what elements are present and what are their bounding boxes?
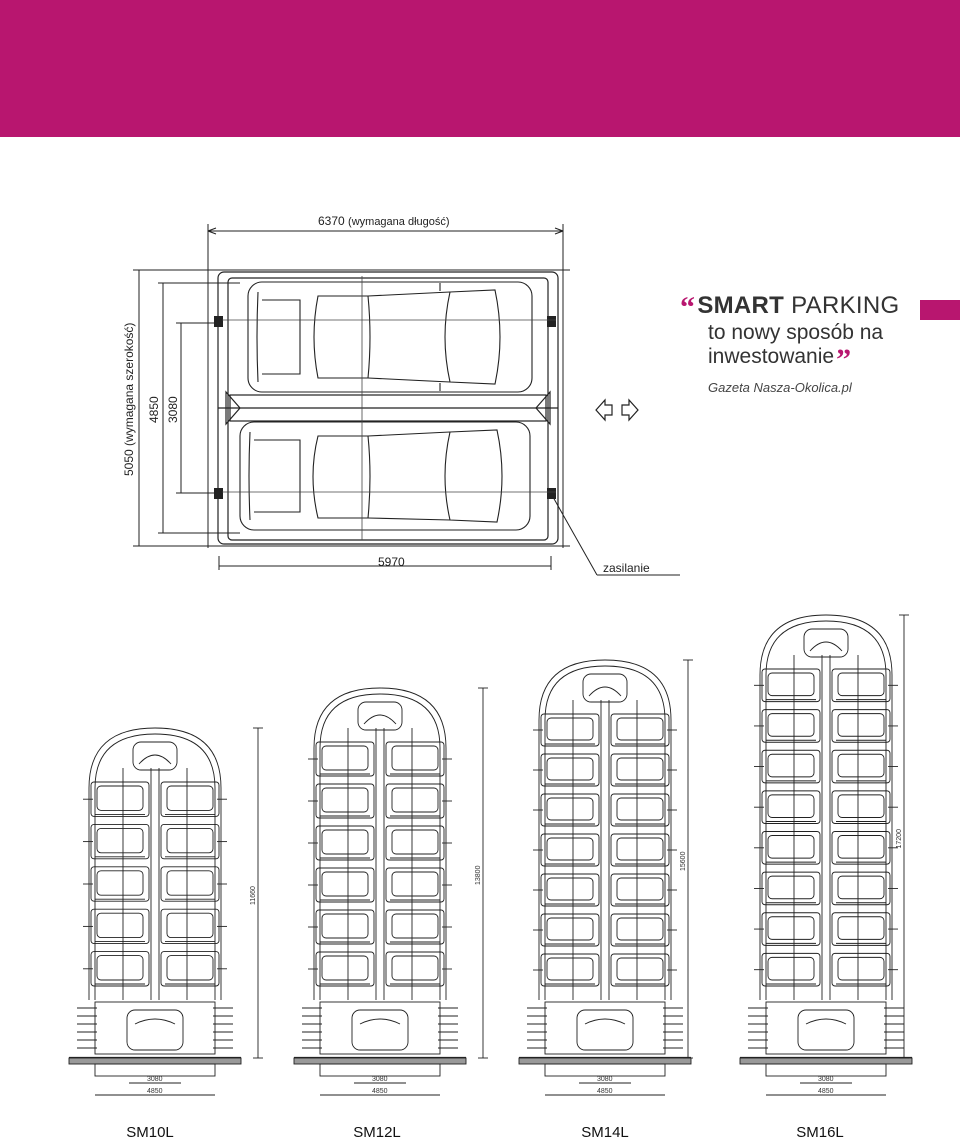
direction-arrows-icon [596,400,638,420]
model-base-outer-dimension: 4850 [147,1088,163,1095]
quote-source: Gazeta Nasza-Okolica.pl [708,380,852,395]
model-label-sm14l: SM14L [581,1124,629,1141]
model-sm12l-elevation [294,688,488,1095]
top-banner [0,0,960,137]
model-height-dimension: 17200 [896,829,903,849]
quote-block [680,293,960,395]
model-label-sm12l: SM12L [353,1124,401,1141]
accent-bar [920,300,960,320]
model-base-inner-dimension: 3080 [147,1076,163,1083]
inner-dimension-1: 4850 [147,396,161,423]
inner-dimension-2: 3080 [166,396,180,423]
model-base-inner-dimension: 3080 [372,1076,388,1083]
model-height-dimension: 11660 [250,886,257,905]
quote-title: “SMART PARKING [680,291,900,324]
model-base-outer-dimension: 4850 [372,1088,388,1095]
model-height-dimension: 13800 [475,865,482,885]
power-label: zasilanie [603,561,650,575]
model-sm16l-elevation [740,615,912,1095]
model-sm14l-elevation [519,660,693,1095]
quote-line-2: to nowy sposób na [708,321,884,344]
model-base-inner-dimension: 3080 [818,1076,834,1083]
bottom-dimension: 5970 [378,555,405,569]
width-dimension: 5050 (wymagana szerokość) [122,322,136,476]
model-label-sm16l: SM16L [796,1124,844,1141]
model-sm10l-elevation [69,728,263,1095]
model-label-sm10l: SM10L [126,1124,174,1141]
open-quote-icon: “ [680,291,696,324]
model-base-outer-dimension: 4850 [818,1088,834,1095]
model-height-dimension: 15600 [680,851,687,871]
model-base-outer-dimension: 4850 [597,1088,613,1095]
car-top-lower [240,422,530,530]
length-dimension: 6370 (wymagana długość) [318,214,450,228]
model-base-inner-dimension: 3080 [597,1076,613,1083]
models-drawing [0,600,960,1115]
quote-line-3: inwestowanie” [708,343,852,376]
car-top-upper [248,282,532,392]
close-quote-icon: ” [836,343,852,376]
